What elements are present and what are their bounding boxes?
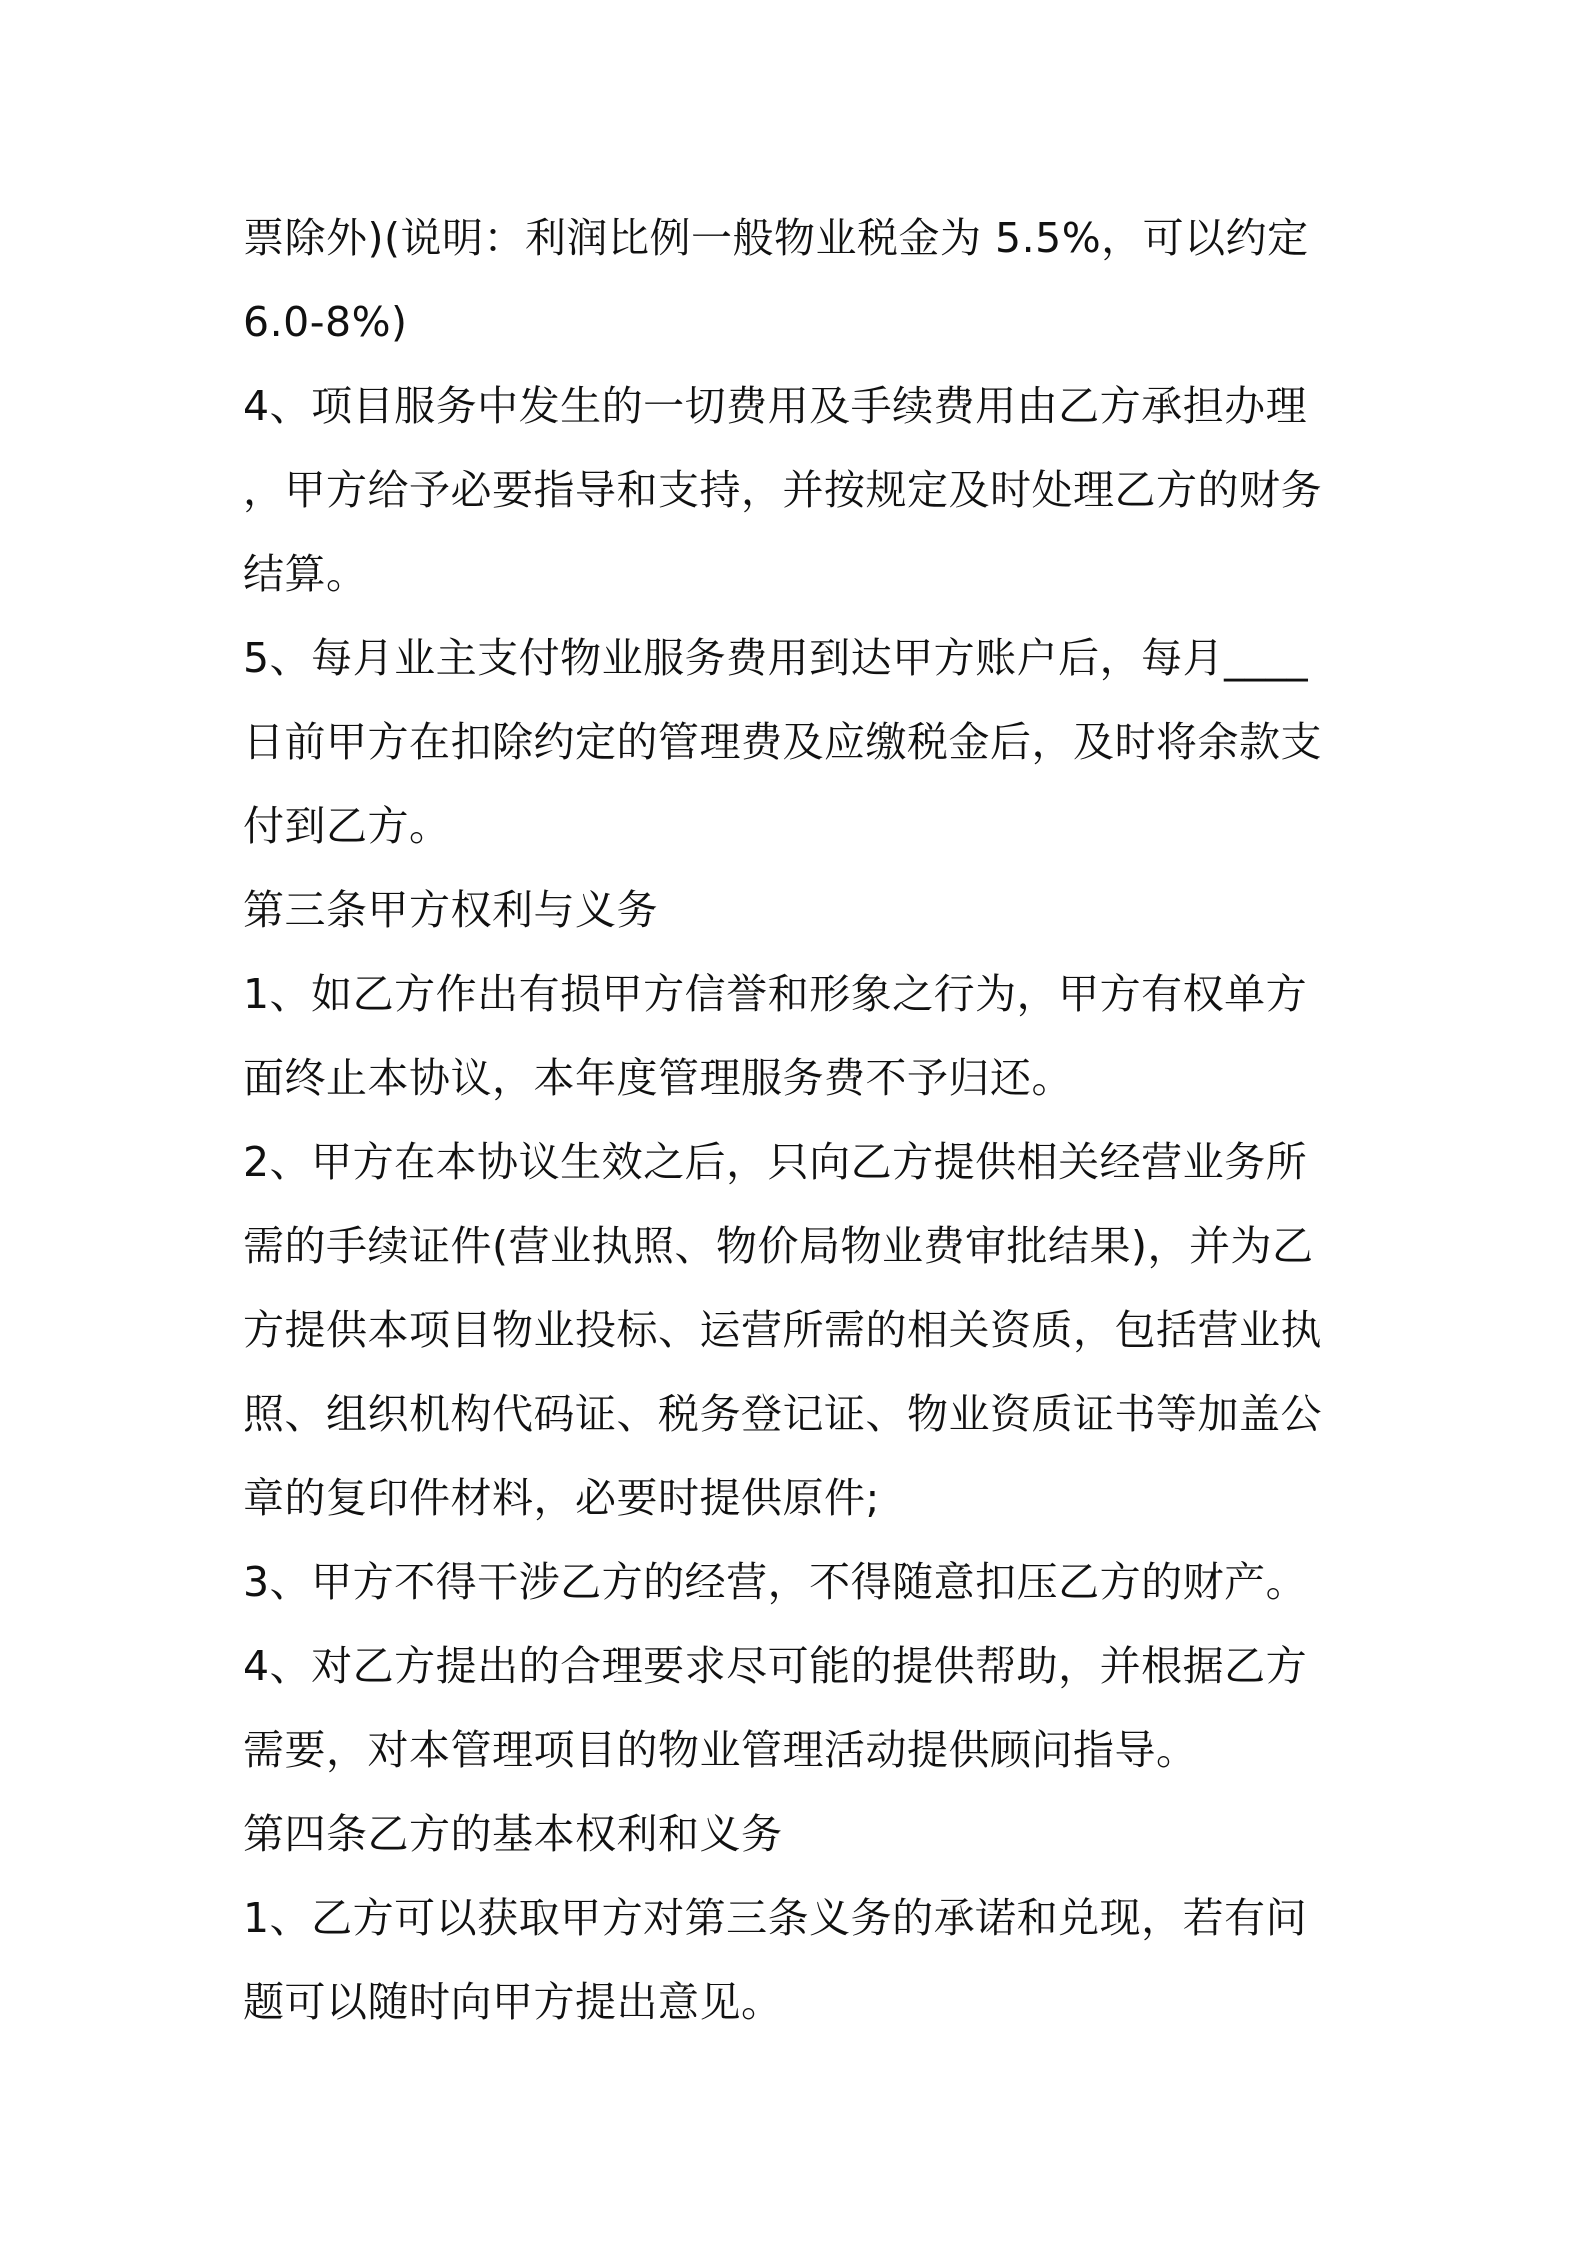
text-line-10: 1、如乙方作出有损甲方信誉和形象之行为，甲方有权单方 xyxy=(243,970,1308,1018)
text-line-18: 4、对乙方提出的合理要求尽可能的提供帮助，并根据乙方 xyxy=(243,1642,1308,1690)
text-line-21: 1、乙方可以获取甲方对第三条义务的承诺和兑现，若有问 xyxy=(243,1894,1308,1942)
text-line-13: 需的手续证件(营业执照、物价局物业费审批结果)，并为乙 xyxy=(243,1222,1314,1270)
text-line-4: ，甲方给予必要指导和支持，并按规定及时处理乙方的财务 xyxy=(243,466,1322,514)
text-line-17: 3、甲方不得干涉乙方的经营，不得随意扣压乙方的财产。 xyxy=(243,1558,1308,1606)
text-line-12: 2、甲方在本协议生效之后，只向乙方提供相关经营业务所 xyxy=(243,1138,1308,1186)
text-line-3: 4、项目服务中发生的一切费用及手续费用由乙方承担办理 xyxy=(243,382,1308,430)
text-line-2: 6.0-8%) xyxy=(243,298,408,346)
section-heading-3: 第三条甲方权利与义务 xyxy=(243,886,658,934)
text-line-6: 5、每月业主支付物业服务费用到达甲方账户后，每月____ xyxy=(243,634,1309,682)
text-line-7: 日前甲方在扣除约定的管理费及应缴税金后，及时将余款支 xyxy=(243,718,1322,766)
section-heading-4: 第四条乙方的基本权利和义务 xyxy=(243,1810,783,1858)
document-body xyxy=(243,196,1357,2044)
text-line-5: 结算。 xyxy=(243,550,368,598)
text-line-22: 题可以随时向甲方提出意见。 xyxy=(243,1978,783,2026)
text-line-16: 章的复印件材料，必要时提供原件; xyxy=(243,1474,880,1522)
text-line-11: 面终止本协议，本年度管理服务费不予归还。 xyxy=(243,1054,1073,1102)
text-line-8: 付到乙方。 xyxy=(243,802,451,850)
text-line-15: 照、组织机构代码证、税务登记证、物业资质证书等加盖公 xyxy=(243,1390,1322,1438)
text-line-14: 方提供本项目物业投标、运营所需的相关资质，包括营业执 xyxy=(243,1306,1322,1354)
text-line-19: 需要，对本管理项目的物业管理活动提供顾问指导。 xyxy=(243,1726,1198,1774)
text-line-1: 票除外)(说明：利润比例一般物业税金为 5.5%，可以约定 xyxy=(243,214,1309,262)
